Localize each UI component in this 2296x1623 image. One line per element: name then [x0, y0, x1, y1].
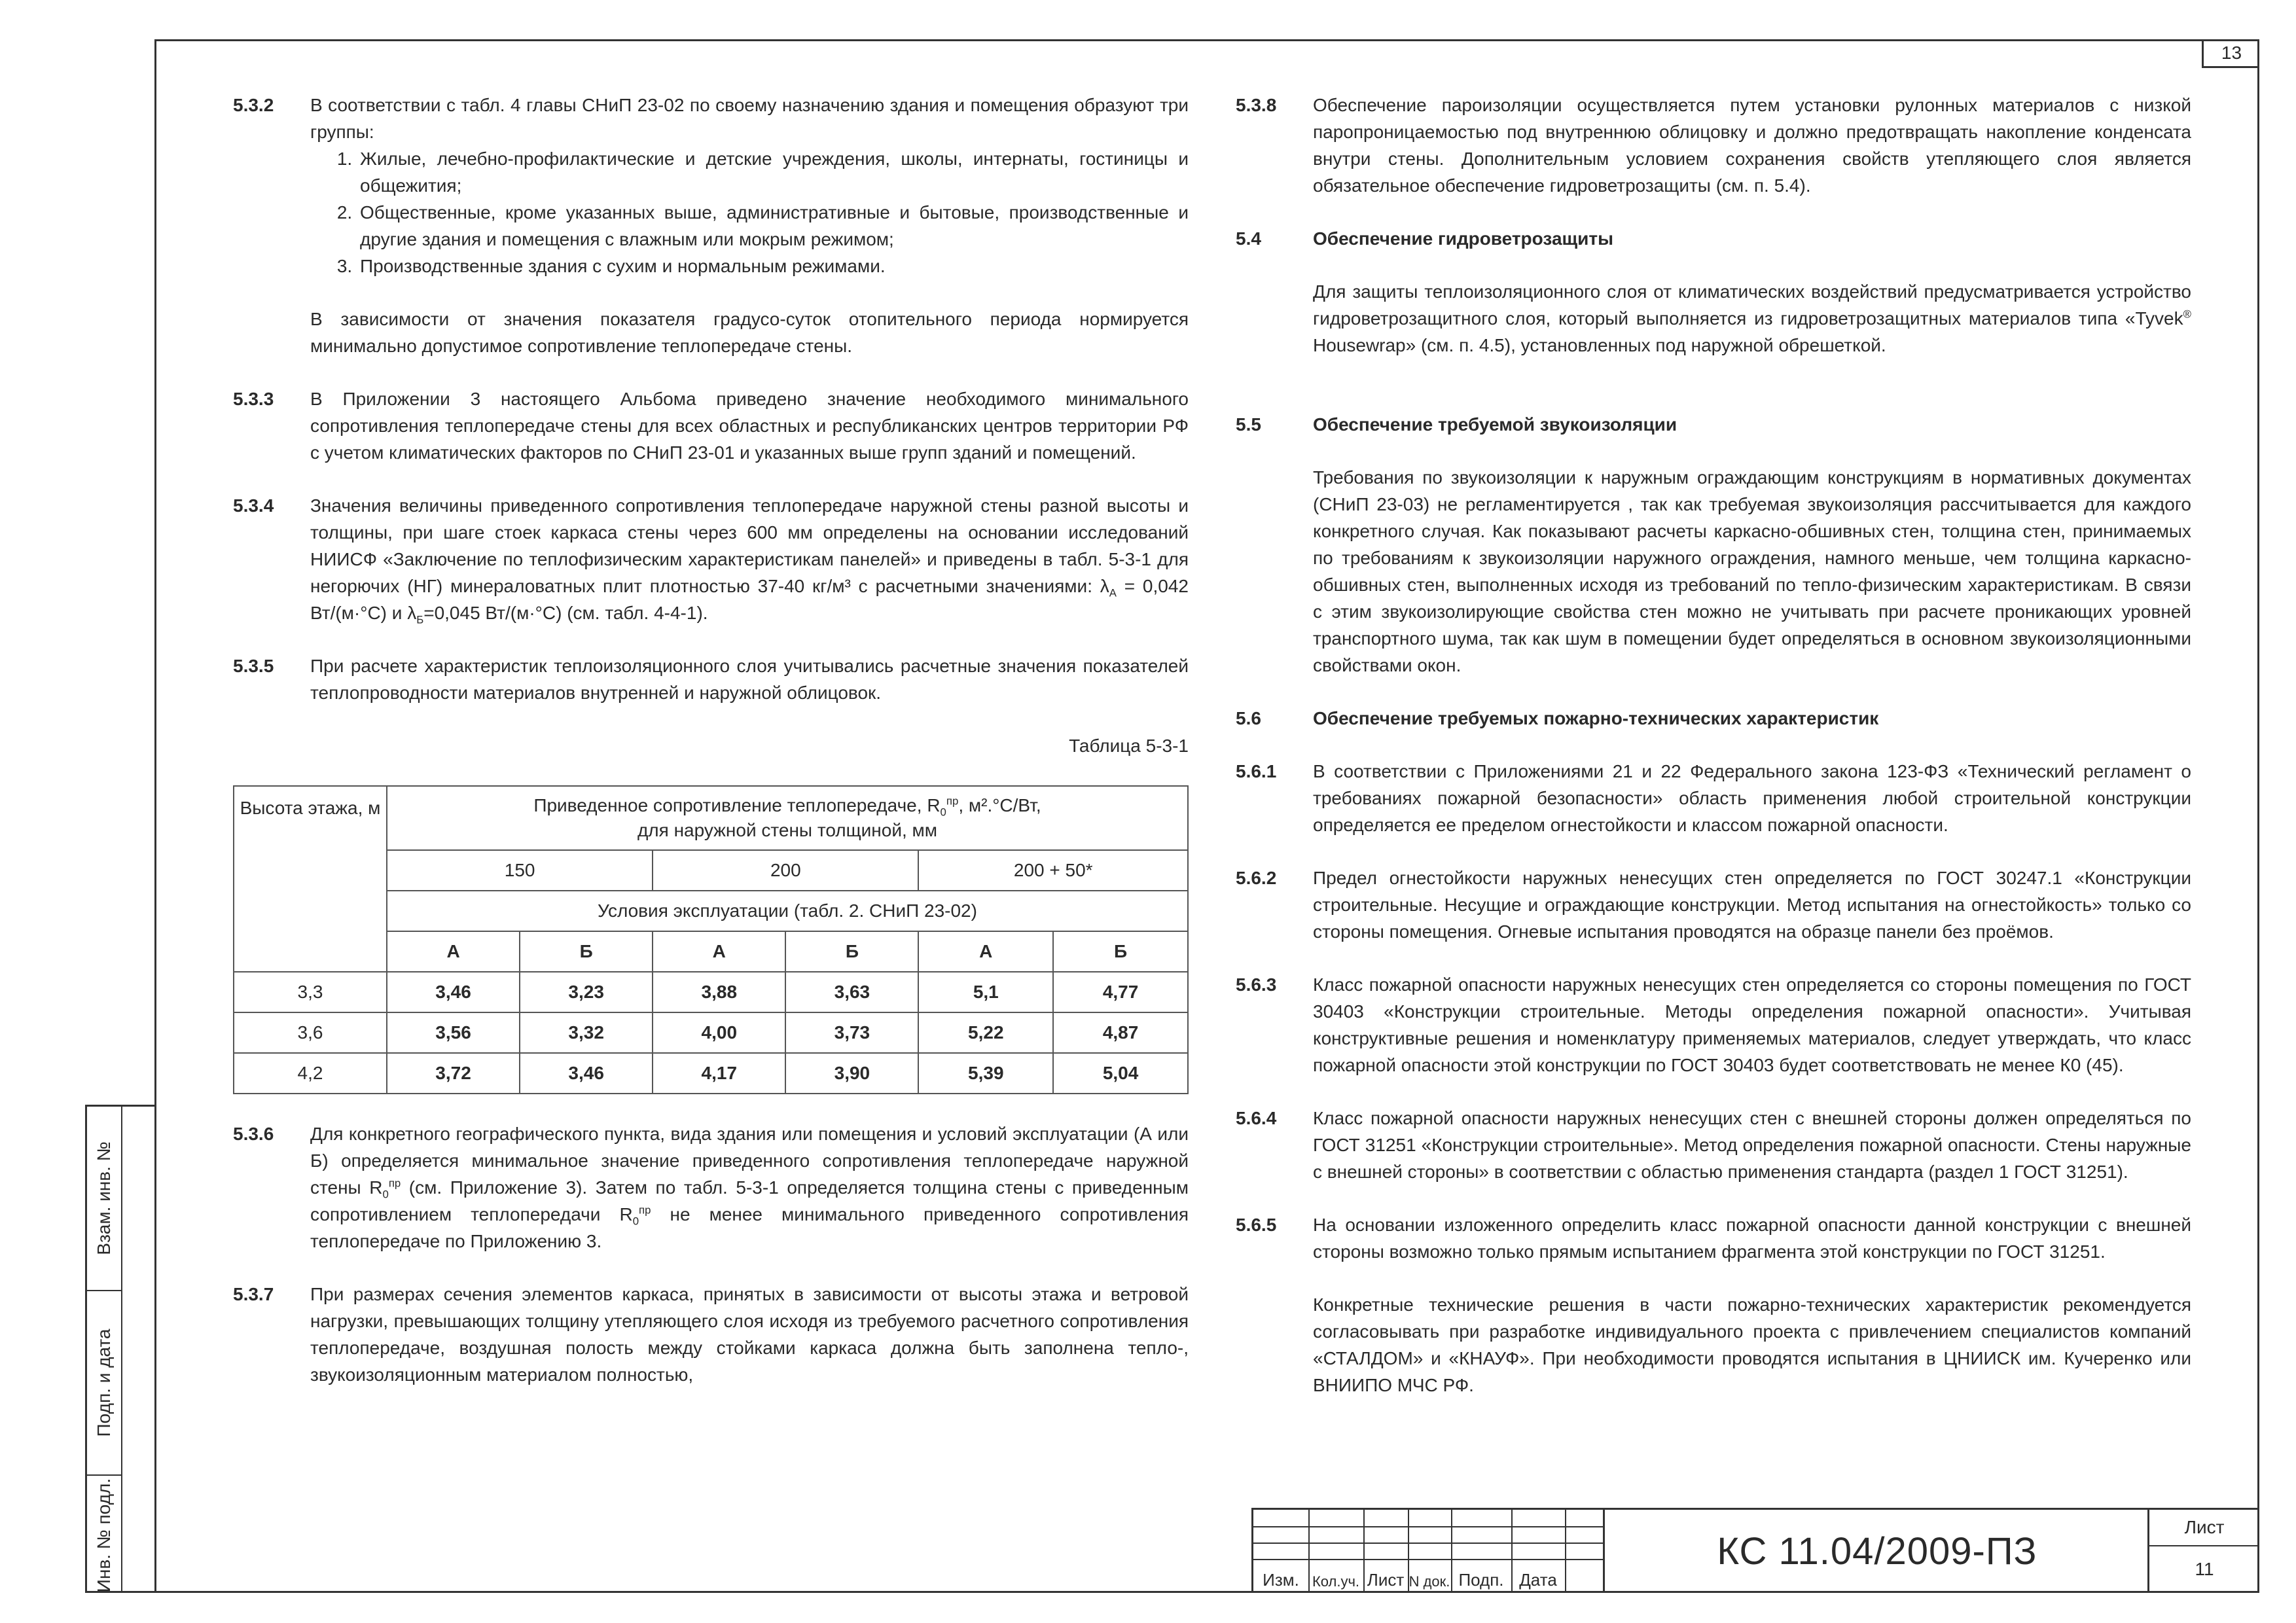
section-5-6: [1236, 705, 2191, 732]
table-header-thickness: 200: [653, 850, 918, 891]
table-caption: Таблица 5-3-1: [1069, 736, 1189, 756]
section-5-6-2: [1236, 865, 2191, 945]
margin-label-podp: Подп. и дата: [94, 1329, 114, 1437]
section-number: 5.3.4: [233, 495, 274, 516]
section-text: В зависимости от значения показателя градусо-суток отопительного периода нормируется минимально допустимое сопротивление теплопередаче стены.: [310, 309, 1189, 356]
table-header-condition: А: [387, 931, 520, 972]
page-corner-number: 13: [2202, 39, 2259, 68]
table-header-resistance: Приведенное сопротивление теплопередаче, $R_0^{пр}$, м².°С/Вт, для наружной стены толщиной, мм: [387, 786, 1188, 850]
section-text: Обеспечение пароизоляции осуществляется путем установки рулонных материалов с низкой паропроницаемостью под внутреннюю облицовку и должно предотвращать накопление конденсата внутри стены. Дополнительным условием сохранения свойств утепляющего слоя является обязательное обеспечение гидроветрозащиты (см. п. 5.4).: [1313, 95, 2191, 196]
table-cell: 3,32: [520, 1012, 653, 1053]
section-5-3-3: [233, 385, 1189, 466]
table-header-height: Высота этажа, м: [234, 786, 387, 972]
stamp-label-podp: Подп.: [1458, 1570, 1504, 1590]
table-cell: 3,90: [785, 1053, 918, 1094]
section-number: 5.6.2: [1236, 868, 1277, 888]
section-heading: Обеспечение требуемой звукоизоляции: [1313, 414, 1677, 435]
section-number: 5.3.8: [1236, 95, 1277, 115]
section-number: 5.3.3: [233, 389, 274, 409]
table-5-3-1: [233, 785, 1189, 1094]
section-text: При расчете характеристик теплоизоляционного слоя учитывались расчетные значения показателей теплопроводности материалов внутренней и наружной облицовок.: [310, 656, 1189, 703]
table-header-thickness: 150: [387, 850, 653, 891]
table-row: [234, 1053, 1188, 1094]
table-header-condition: Б: [785, 931, 918, 972]
table-row: [234, 1012, 1188, 1053]
section-text: При размерах сечения элементов каркаса, принятых в зависимости от высоты этажа и ветровой нагрузки, превышающих толщину утепляющего слоя исходя из требуемого расчетного сопротивления теплопередаче, воздушная полость между стойками каркаса должна быть заполнена тепло-, звукоизоляционным материалом полностью,: [310, 1284, 1189, 1385]
table-header-condition: Б: [520, 931, 653, 972]
left-column: [233, 92, 1189, 1388]
section-5-5: [1236, 411, 2191, 679]
section-5-3-7: [233, 1281, 1189, 1388]
stamp-label-data: Дата: [1519, 1570, 1557, 1590]
section-number: 5.4: [1236, 228, 1261, 249]
revision-grid: [1253, 1510, 1603, 1593]
section-text: В соответствии с Приложениями 21 и 22 Федерального закона 123-ФЗ «Технический регламент о требованиях пожарной безопасности» область применения любой строительной конструкции определяется ее пределом огнестойкости и классом пожарной опасности.: [1313, 761, 2191, 835]
table-cell: 5,22: [918, 1012, 1053, 1053]
table-cell-height: 3,3: [234, 972, 387, 1012]
section-text: Требования по звукоизоляции к наружным ограждающим конструкциям в нормативных документах (СНиП 23-03) не регламентируется , так как требуемая звукоизоляция рассчитывается для каждого конкретного случая. Как показывают расчеты каркасно-обшивных стен, толщина стен, принимаемых по требованиям к звукоизоляции наружного ограждения, намного меньше, чем толщина каркасно-обшивных стен, выполненных исходя из требований по тепло-физическим характеристикам. В связи с этим звукоизолирующие свойства стен можно не учитывать при расчете проникающих уровней транспортного шума, так как шум в помещении будет определяться в основном звукоизоляционными свойствами окон.: [1313, 467, 2191, 675]
table-cell: 5,39: [918, 1053, 1053, 1094]
section-text: Значения величины приведенного сопротивления теплопередаче наружной стены разной высоты и толщины, при шаге стоек каркаса стены через 600 мм определены на основании исследований НИИСФ «Заключение по теплофизическим характеристикам панелей» и приведены в табл. 5-3-1 для негорючих (НГ) минераловатных плит плотностью 37-40 кг/м³ с расчетными значениями: $\lambda_А = 0,042$ Вт/(м·°С) и $\lambda_Б=0,045$ Вт/(м·°С) (см. табл. 4-4-1).: [310, 495, 1189, 626]
table-header-thickness: 200 + 50*: [918, 850, 1188, 891]
section-number: 5.6.5: [1236, 1215, 1277, 1235]
table-cell: 3,88: [653, 972, 785, 1012]
section-text: Конкретные технические решения в части пожарно-технических характеристик рекомендуется согласовывать при разработке индивидуального проекта с привлечением специалистов компаний «СТАЛДОМ» и «КНАУФ». При необходимости проводятся испытания в ЦНИИСК им. Кучеренко или ВНИИПО МЧС РФ.: [1313, 1294, 2191, 1395]
section-5-3-6: [233, 1120, 1189, 1255]
section-number: 5.3.7: [233, 1284, 274, 1304]
section-number: 5.6.1: [1236, 761, 1277, 781]
table-cell: 4,77: [1053, 972, 1188, 1012]
title-stamp: [1251, 1508, 2259, 1593]
section-number: 5.3.2: [233, 95, 274, 115]
section-5-3-2: [233, 92, 1189, 359]
table-row: [234, 972, 1188, 1012]
section-5-6-5: [1236, 1211, 2191, 1399]
section-5-3-8: [1236, 92, 2191, 199]
section-5-6-4: [1236, 1105, 2191, 1185]
section-heading: Обеспечение требуемых пожарно-технических характеристик: [1313, 708, 1879, 728]
margin-cell-podp: [87, 1291, 121, 1476]
section-text: Класс пожарной опасности наружных ненесущих стен определяется со стороны помещения по ГОСТ 30403 «Конструкции строительные. Методы определения пожарной опасности». Учитывая конструктивные решения и номенклатуру применяемых материалов, следует утверждать, что класс пожарной опасности этой конструкции по ГОСТ 30403 будет соответствовать не менее К0 (45).: [1313, 974, 2191, 1075]
margin-cell-zam: [87, 1107, 121, 1291]
table-header-condition: Б: [1053, 931, 1188, 972]
section-5-4: [1236, 225, 2191, 359]
section-number: 5.5: [1236, 414, 1261, 435]
section-number: 5.3.5: [233, 656, 274, 676]
section-number: 5.6.4: [1236, 1108, 1277, 1128]
table-cell: 3,23: [520, 972, 653, 1012]
section-text: Для конкретного географического пункта, вида здания или помещения и условий эксплуатации (А или Б) определяется минимальное значение приведенного сопротивления теплопередаче наружной стены $R_0^{пр}$ (см. Приложение 3). Затем по табл. 5-3-1 определяется толщина стены с приведенным сопротивлением теплопередачи $R_0^{пр}$ не менее минимального приведенного сопротивления теплопередаче по Приложению 3.: [310, 1124, 1189, 1251]
section-text: На основании изложенного определить класс пожарной опасности данной конструкции с внешней стороны возможно только прямым испытанием фрагмента этой конструкции по ГОСТ 31251.: [1313, 1215, 2191, 1262]
margin-label-zam: Взам. инв. №: [94, 1141, 114, 1255]
table-cell: 4,87: [1053, 1012, 1188, 1053]
section-text: Класс пожарной опасности наружных ненесущих стен с внешней стороны должен определяться по ГОСТ 31251 «Конструкции строительные». Метод определения пожарной опасности. Стены наружные с внешней стороны» в соответствии с областью применения стандарта (раздел 1 ГОСТ 31251).: [1313, 1108, 2191, 1182]
list-item: 3. Производственные здания с сухим и нормальным режимами.: [357, 253, 1189, 279]
table-cell: 5,1: [918, 972, 1053, 1012]
section-text: Для защиты теплоизоляционного слоя от климатических воздействий предусматривается устройство гидроветрозащитного слоя, который выполняется из гидроветрозащитных материалов типа «Tyvek® Housewrap» (см. п. 4.5), установленных под наружной обрешеткой.: [1313, 281, 2191, 355]
section-5-6-1: [1236, 758, 2191, 838]
section-heading: Обеспечение гидроветрозащиты: [1313, 228, 1613, 249]
sheet-box: [2147, 1510, 2259, 1593]
margin-stamp-block: [85, 1105, 154, 1593]
stamp-label-ndok: N док.: [1408, 1573, 1450, 1590]
right-column: [1236, 92, 2191, 1399]
table-cell: 5,04: [1053, 1053, 1188, 1094]
table-cell: 4,17: [653, 1053, 785, 1094]
table-cell-height: 4,2: [234, 1053, 387, 1094]
table-cell: 3,72: [387, 1053, 520, 1094]
margin-cell-inv: [87, 1476, 121, 1595]
stamp-label-list: Лист: [1367, 1570, 1405, 1590]
section-text: В Приложении 3 настоящего Альбома приведено значение необходимого минимального сопротивления теплопередаче стены для всех областных и республиканских центров территории РФ с учетом климатических факторов по СНиП 23-01 и указанных выше групп зданий и помещений.: [310, 389, 1189, 463]
table-cell: 4,00: [653, 1012, 785, 1053]
group-list: [310, 145, 1189, 279]
section-text: Предел огнестойкости наружных ненесущих стен определяется по ГОСТ 30247.1 «Конструкции строительные. Несущие и ограждающие конструкции. Метод испытания на огнестойкость» только со стороны помещения. Огневые испытания проводятся на образце панели без проёмов.: [1313, 868, 2191, 942]
section-5-3-5: [233, 652, 1189, 706]
table-cell: 3,63: [785, 972, 918, 1012]
section-number: 5.6.3: [1236, 974, 1277, 995]
list-item: 1. Жилые, лечебно-профилактические и детские учреждения, школы, интернаты, гостиницы и общежития;: [357, 145, 1189, 199]
table-cell: 3,46: [520, 1053, 653, 1094]
margin-label-inv: Инв. № подл.: [94, 1478, 114, 1593]
list-item: 2. Общественные, кроме указанных выше, административные и бытовые, производственные и другие здания и помещения с влажным или мокрым режимом;: [357, 199, 1189, 253]
table-header-condition: А: [653, 931, 785, 972]
table-cell-height: 3,6: [234, 1012, 387, 1053]
stamp-label-kol: Кол.уч.: [1312, 1573, 1360, 1590]
table-cell: 3,73: [785, 1012, 918, 1053]
table-header-conditions: Условия эксплуатации (табл. 2. СНиП 23-02): [387, 891, 1188, 931]
sheet-number: 11: [2195, 1559, 2214, 1579]
section-text: В соответствии с табл. 4 главы СНиП 23-02 по своему назначению здания и помещения образуют три группы:: [310, 95, 1189, 142]
sheet-label: Лист: [2149, 1510, 2259, 1546]
table-header-condition: А: [918, 931, 1053, 972]
section-number: 5.3.6: [233, 1124, 274, 1144]
table-cell: 3,56: [387, 1012, 520, 1053]
document-code: КС 11.04/2009-ПЗ: [1603, 1510, 2149, 1593]
stamp-label-izm: Изм.: [1263, 1570, 1299, 1590]
section-5-6-3: [1236, 971, 2191, 1079]
section-number: 5.6: [1236, 708, 1261, 728]
table-cell: 3,46: [387, 972, 520, 1012]
section-5-3-4: [233, 492, 1189, 626]
